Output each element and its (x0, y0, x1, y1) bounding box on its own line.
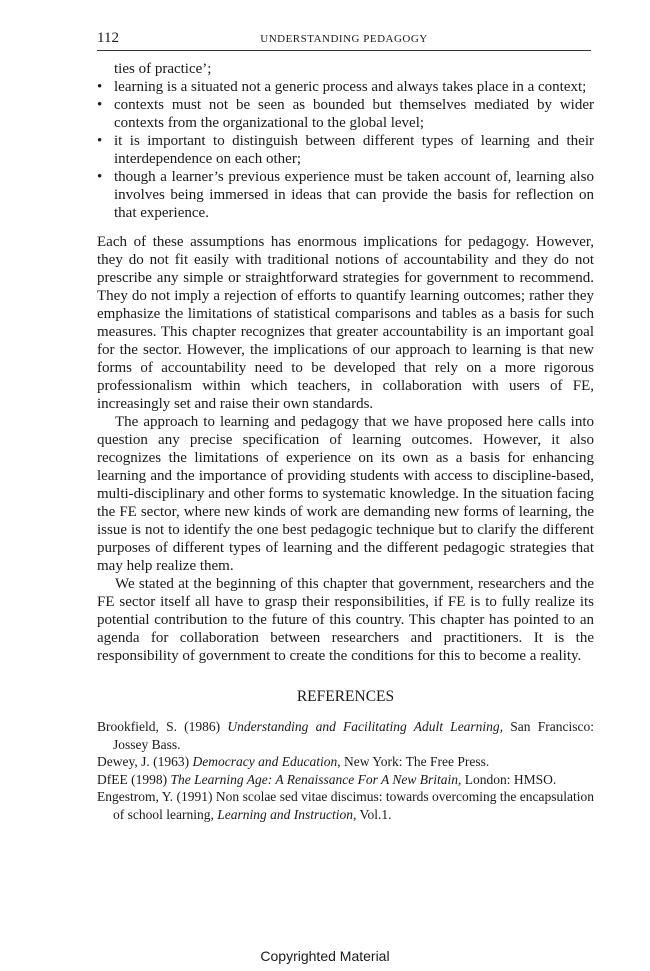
reference-authors: Brookfield, S. (1986) (97, 719, 228, 734)
reference-item (97, 753, 594, 771)
reference-item (97, 788, 594, 823)
reference-authors: Dewey, J. (1963) (97, 754, 193, 769)
reference-title: Democracy and Education (192, 754, 338, 769)
running-head: UNDERSTANDING PEDAGOGY (260, 33, 428, 45)
copyright-footer: Copyrighted Material (260, 948, 390, 964)
reference-publisher: , San Francisco: Jossey Bass. (113, 719, 594, 752)
page-number: 112 (97, 30, 119, 46)
assumption-list (97, 78, 594, 222)
body-paragraph: The approach to learning and pedagogy that we have proposed here calls into question any precise specification of learning outcomes. However, it also recognizes the limitations of experience on its own as a basis for enhancing learning and the importance of providing students with access to discipline-based, multi-disciplinary and other forms to systematic knowledge. In the situation facing the FE sector, where new kinds of work are demanding new forms of learning, the issue is not to identify the one best pedagogic technique but to clarify the different purposes of different types of learning and the different pedagogic strategies that may help realize them. (97, 414, 594, 574)
continuation-line: ties of practice’; (114, 61, 212, 77)
reference-title: Understanding and Facilitating Adult Learning (227, 719, 500, 734)
list-item: • contexts must not be seen as bounded but themselves mediated by wider contexts from the organizational to the global level; (97, 96, 594, 132)
reference-item (97, 718, 594, 753)
reference-item (97, 771, 594, 789)
body-paragraph: We stated at the beginning of this chapter that government, researchers and the FE sector itself all have to grasp their responsibilities, if FE is to fully realize its potential contribution to the future of this country. This chapter has pointed to an agenda for collaboration between researchers and practitioners. It is the responsibility of government to create the conditions for this to become a reality. (97, 576, 594, 664)
body-paragraph: Each of these assumptions has enormous implications for pedagogy. However, they do not fit easily with traditional notions of accountability and they do not prescribe any simple or straightforward strategies for government to recommend. They do not imply a rejection of efforts to quantify learning outcomes; rather they emphasize the limitations of statistical comparisons and tables as a basis for such measures. This chapter recognizes that greater accountability is an important goal for the sector. However, the implications of our approach to learning is that new forms of accountability need to be developed that rely on a more rigorous professionalism within which teachers, in collaboration with users of FE, increasingly set and raise their own standards. (97, 234, 594, 412)
reference-title: Learning and Instruction (217, 806, 353, 822)
references-heading: REFERENCES (296, 688, 395, 705)
reference-publisher: , Vol.1. (353, 806, 392, 822)
reference-publisher: , London: HMSO. (457, 771, 557, 787)
list-item: • it is important to distinguish between different types of learning and their interdependence on each other; (97, 132, 594, 168)
list-item: • though a learner’s previous experience must be taken account of, learning also involves being immersed in ideas that can provide the basis for reflection on that experience. (97, 168, 594, 222)
reference-title: The Learning Age: A Renaissance For A New Britain (170, 771, 458, 787)
list-item: • learning is a situated not a generic process and always takes place in a context; (97, 78, 594, 96)
page-body (97, 60, 594, 823)
page-header (97, 30, 591, 51)
reference-authors: Engestrom, Y. (1991) Non scolae sed vitae discimus: towards overcoming the encapsulation of school learning, (97, 789, 594, 822)
reference-authors: DfEE (1998) (97, 771, 171, 787)
reference-list (97, 718, 594, 823)
reference-publisher: , New York: The Free Press. (337, 754, 490, 769)
